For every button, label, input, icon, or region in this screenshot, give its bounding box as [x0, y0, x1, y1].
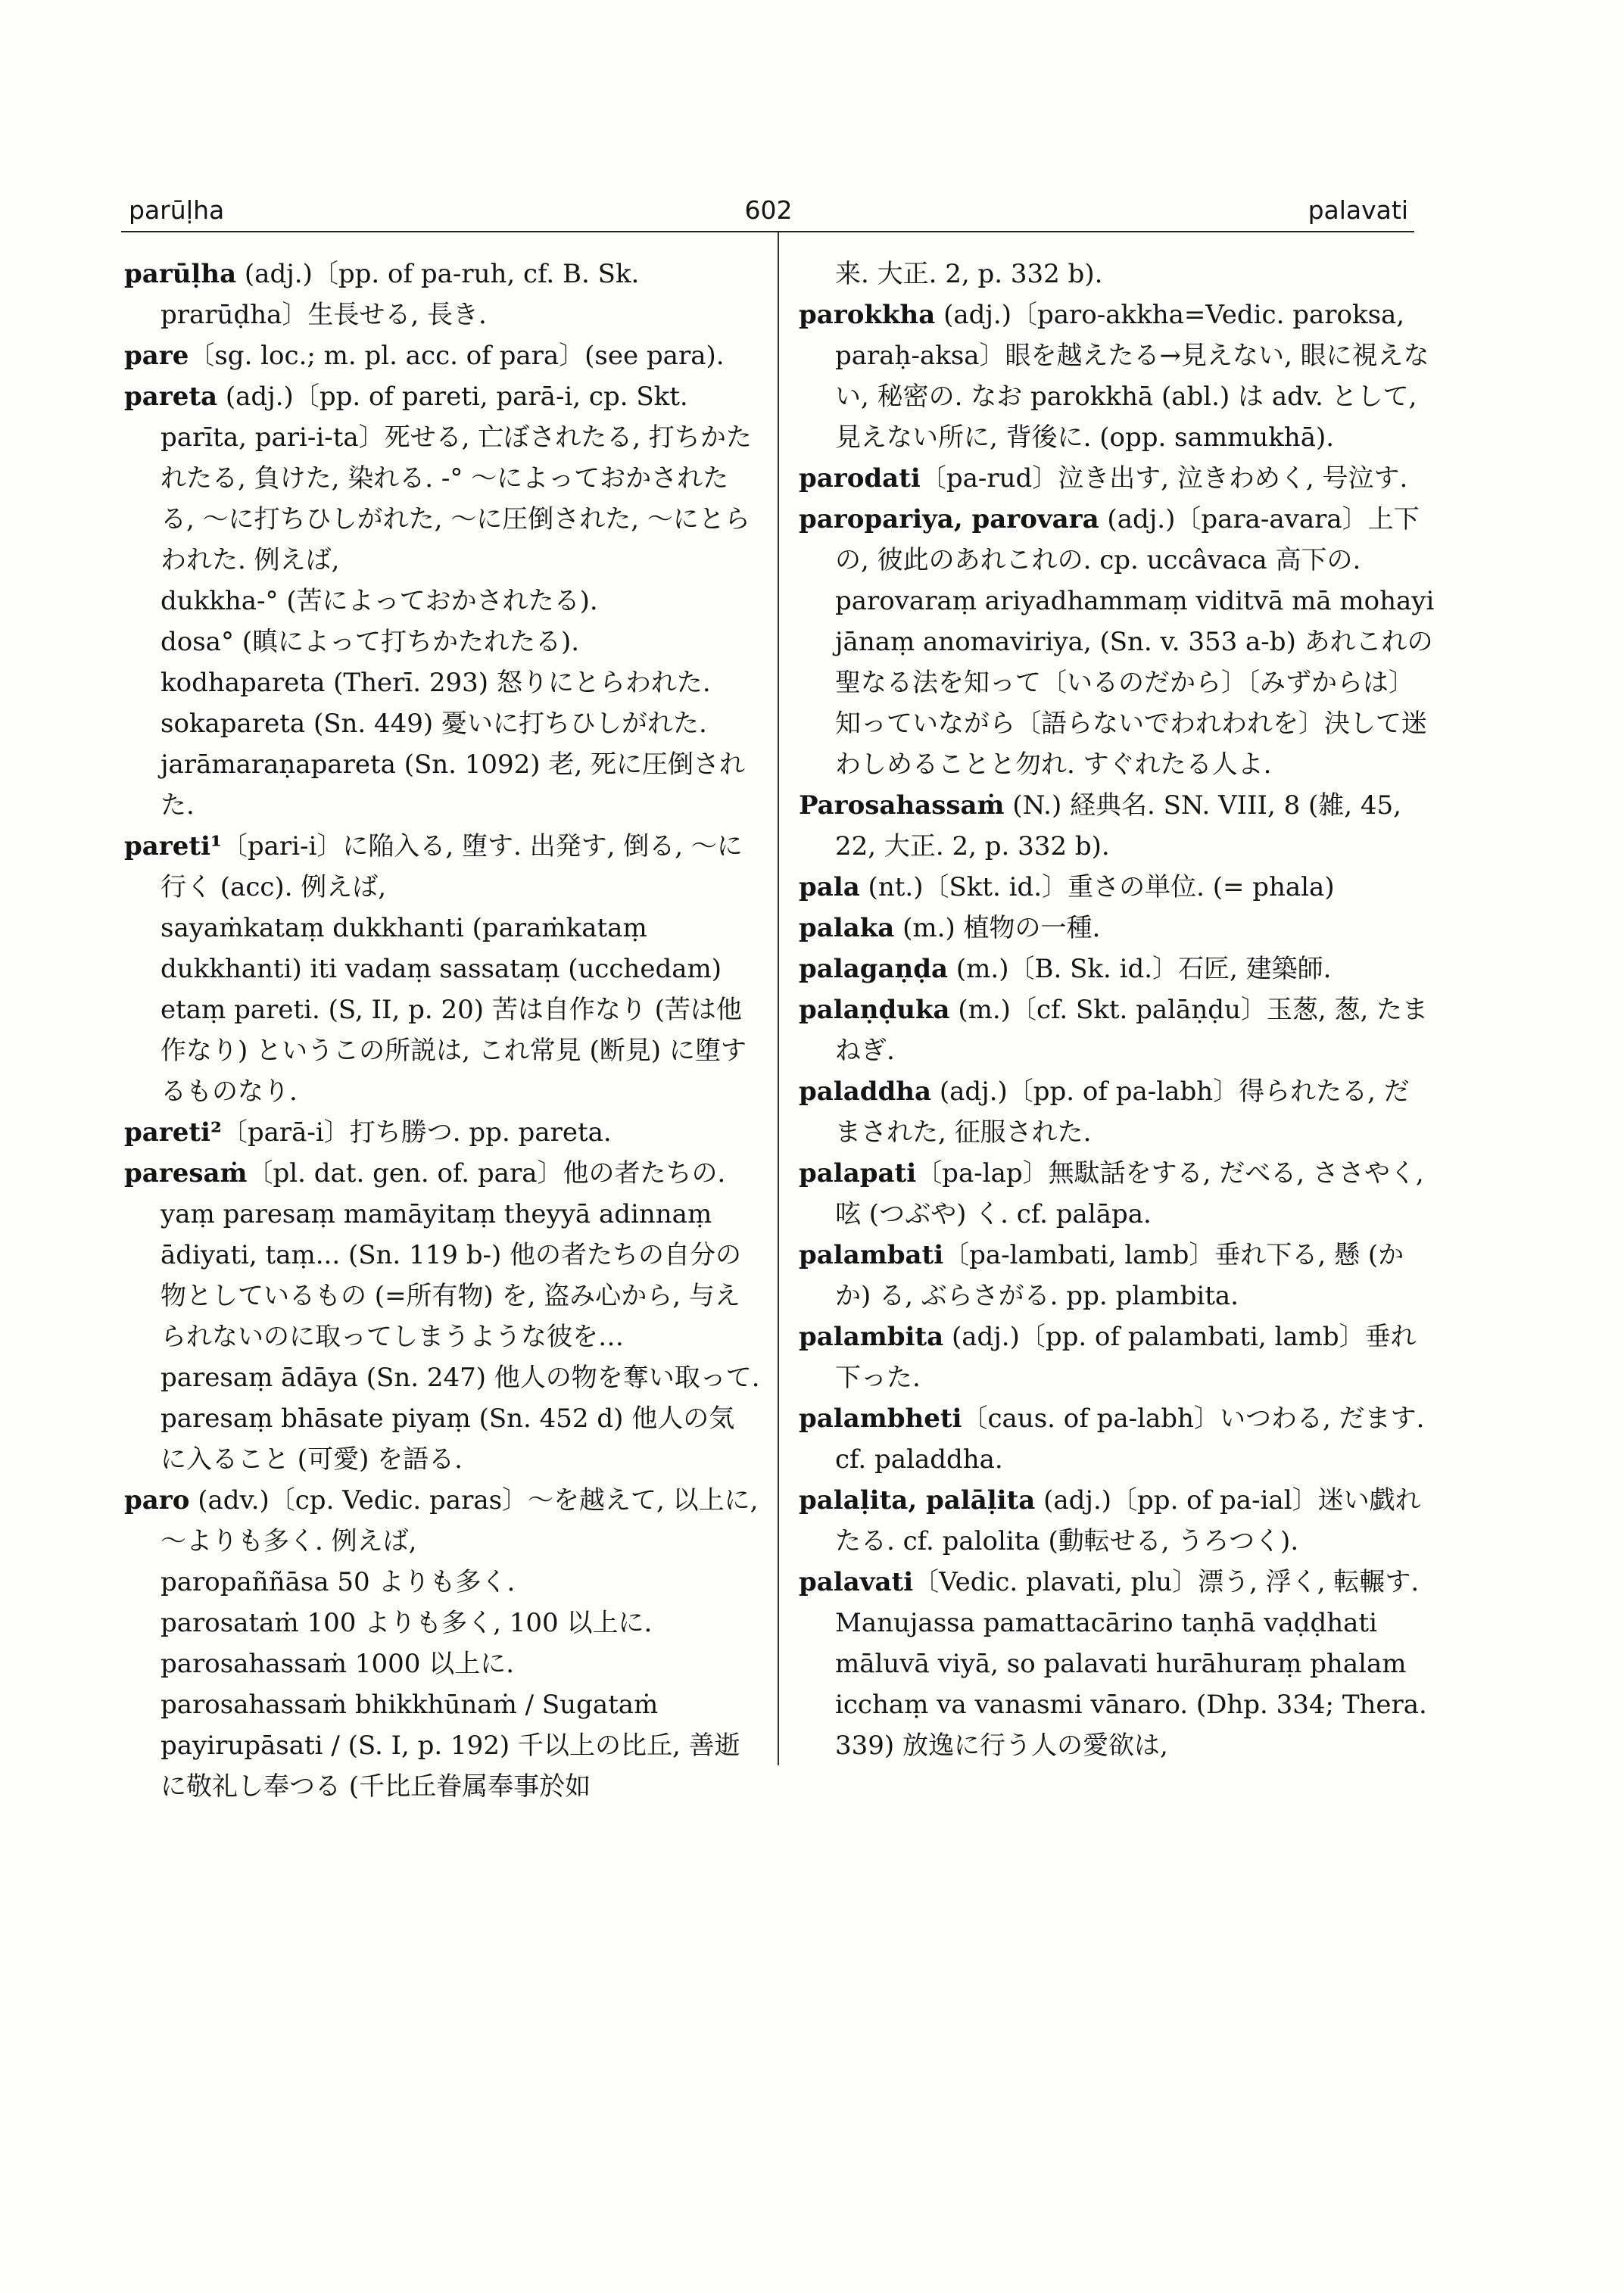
entry-definition: (adj.)〔pp. of pa-ial〕迷い戯れたる. cf. palolita (動転せる, うろつく).: [835, 1485, 1421, 1556]
dictionary-entry: [124, 254, 760, 335]
entry-definition: (nt.)〔Skt. id.〕重さの単位. (= phala): [859, 872, 1335, 902]
dictionary-entry: [799, 1071, 1435, 1153]
entry-headword: palaka: [799, 913, 895, 943]
entry-definition: 〔pl. dat. gen. of. para〕他の者たちの.: [247, 1158, 726, 1189]
usage-example: kodhapareta (Therī. 293) 怒りにとらわれた.: [161, 668, 711, 698]
dictionary-entry: [799, 1153, 1435, 1235]
left-column: [124, 254, 760, 1807]
usage-example: sokapareta (Sn. 449) 憂いに打ちひしがれた.: [161, 709, 707, 739]
entry-definition: (m.) 植物の一種.: [894, 913, 1101, 943]
entry-headword: palagaṇḍa: [799, 954, 949, 984]
usage-example: parosahassaṁ 1000 以上に.: [161, 1649, 515, 1679]
usage-example: sayaṁkataṃ dukkhanti (paraṁkataṃ dukkhanti) iti vadaṃ sassataṃ (ucchedam) etaṃ pareti. (S, II, p. 20) 苦は自作なり (苦は他作なり) というこの所説は, これ常見 (断見) に堕するものなり.: [161, 913, 747, 1107]
header-last-headword: palavati: [1308, 195, 1408, 225]
entry-definition: (adj.)〔pp. of pa-ruh, cf. B. Sk. prarūḍha〕生長せる, 長き.: [161, 259, 640, 330]
dictionary-entry: [799, 908, 1435, 949]
usage-example: paresaṃ ādāya (Sn. 247) 他人の物を奪い取って.: [161, 1363, 760, 1393]
usage-example: parovaraṃ ariyadhammaṃ viditvā mā mohayi jānaṃ anomaviriya, (Sn. v. 353 a-b) あれこれの聖なる法を知って〔いるのだから〕〔みずからは〕知っていながら〔語らないでわれわれを〕決して迷わしめることと勿れ. すぐれたる人よ.: [835, 586, 1435, 780]
dictionary-entry: [799, 294, 1435, 458]
entry-headword: palapati: [799, 1158, 917, 1189]
dictionary-entry: [799, 949, 1435, 989]
running-head: [129, 195, 1408, 235]
dictionary-entry: [124, 1112, 760, 1153]
entry-headword: pare: [124, 341, 189, 371]
usage-example: dosa° (瞋によって打ちかたれたる).: [161, 627, 580, 657]
entry-definition: (adv.)〔cp. Vedic. paras〕～を越えて, 以上に, ～よりも多く. 例えば,: [161, 1485, 759, 1556]
entry-headword: palambita: [799, 1322, 944, 1352]
dictionary-entry: [799, 867, 1435, 908]
entry-definition: (adj.)〔pp. of palambati, lamb〕垂れ下った.: [835, 1322, 1417, 1393]
dictionary-entry: [799, 1316, 1435, 1398]
entry-headword: pareti¹: [124, 831, 222, 861]
entry-definition: (adj.)〔paro-akkha=Vedic. paroksa, paraḥ-aksa〕眼を越えたる→見えない, 眼に視えない, 秘密の. なお parokkhā (abl.) は adv. として, 見えない所に, 背後に. (opp. sammukhā).: [835, 300, 1429, 453]
dictionary-entry: [799, 1562, 1435, 1603]
dictionary-entry: [799, 458, 1435, 499]
dictionary-entry: [124, 376, 760, 581]
entry-headword: pareta: [124, 382, 218, 412]
entry-headword: parodati: [799, 463, 921, 494]
usage-example: parosataṁ 100 よりも多く, 100 以上に.: [161, 1608, 653, 1638]
dictionary-entry: [799, 785, 1435, 867]
entry-definition: 〔pa-lap〕無駄話をする, だべる, ささやく, 呟 (つぶや) く. cf. palāpa.: [835, 1158, 1424, 1229]
right-column: [799, 254, 1435, 1766]
usage-example: dukkha-° (苦によっておかされたる).: [161, 586, 598, 616]
column-divider: [778, 232, 779, 1765]
dictionary-entry: [799, 499, 1435, 581]
usage-example: Manujassa pamattacārino taṇhā vaḍḍhati māluvā viyā, so palavati hurāhuraṃ phalam icchaṃ va vanasmi vānaro. (Dhp. 334; Thera. 339) 放逸に行う人の愛欲は,: [835, 1608, 1427, 1761]
dictionary-entry: [799, 1480, 1435, 1562]
dictionary-entry: [799, 1235, 1435, 1316]
entry-headword: palavati: [799, 1567, 914, 1597]
entry-headword: pala: [799, 872, 860, 902]
header-first-headword: parūḷha: [129, 195, 225, 225]
dictionary-entry: [124, 335, 760, 376]
entry-definition: 〔pa-rud〕泣き出す, 泣きわめく, 号泣す.: [920, 463, 1408, 494]
header-rule: [121, 231, 1414, 232]
entry-definition: 〔caus. of pa-labh〕いつわる, だます. cf. paladdha.: [835, 1404, 1425, 1475]
usage-example: jarāmaraṇapareta (Sn. 1092) 老, 死に圧倒された.: [161, 749, 745, 821]
entry-headword: pareti²: [124, 1117, 222, 1148]
entry-definition: 〔pari-i〕に陥入る, 堕す. 出発す, 倒る, ～に行く (acc). 例えば,: [161, 831, 743, 902]
entry-headword: parokkha: [799, 300, 936, 330]
entry-definition: (adj.)〔para-avara〕上下の, 彼此のあれこれの. cp. uccâvaca 高下の.: [835, 504, 1420, 575]
dictionary-entry: [799, 989, 1435, 1071]
entry-definition: (m.)〔cf. Skt. palāṇḍu〕玉葱, 葱, たまねぎ.: [835, 995, 1429, 1066]
entry-definition: (adj.)〔pp. of pareti, parā-i, cp. Skt. parīta, pari-i-ta〕死せる, 亡ぼされたる, 打ちかたれたる, 負けた, 染れる. -° ～によっておかされたる, ～に打ちひしがれた, ～に圧倒された, ～にとらわれた. 例えば,: [161, 382, 752, 575]
entry-headword: paropariya, parovara: [799, 504, 1099, 534]
dictionary-entry: [124, 826, 760, 908]
entry-headword: Parosahassaṁ: [799, 790, 1005, 821]
continued-text: 来. 大正. 2, p. 332 b).: [835, 259, 1103, 289]
entry-definition: 〔sg. loc.; m. pl. acc. of para〕(see para).: [189, 341, 725, 371]
page-number: 602: [744, 195, 793, 225]
entry-definition: (N.) 経典名. SN. VIII, 8 (雑, 45, 22, 大正. 2, p. 332 b).: [835, 790, 1401, 861]
dictionary-entry: [799, 1398, 1435, 1480]
usage-example: paropaññāsa 50 よりも多く.: [161, 1567, 516, 1597]
usage-example: parosahassaṁ bhikkhūnaṁ / Sugataṁ payirupāsati / (S. I, p. 192) 千以上の比丘, 善逝に敬礼し奉つる (千比丘眷属奉事於如: [161, 1690, 740, 1802]
entry-headword: paladdha: [799, 1076, 932, 1107]
entry-headword: paro: [124, 1485, 190, 1516]
entry-headword: paresaṁ: [124, 1158, 248, 1189]
entry-definition: 〔Vedic. plavati, plu〕漂う, 浮く, 転輾す.: [913, 1567, 1420, 1597]
dictionary-entry: [124, 1480, 760, 1562]
entry-headword: palambati: [799, 1240, 944, 1270]
entry-headword: palambheti: [799, 1404, 962, 1434]
entry-definition: (adj.)〔pp. of pa-labh〕得られたる, だまされた, 征服された.: [835, 1076, 1410, 1148]
entry-definition: 〔parā-i〕打ち勝つ. pp. pareta.: [221, 1117, 612, 1148]
usage-example: paresaṃ bhāsate piyaṃ (Sn. 452 d) 他人の気に入ること (可愛) を語る.: [161, 1404, 735, 1475]
dictionary-entry: [124, 1153, 760, 1194]
entry-definition: 〔pa-lambati, lamb〕垂れ下る, 懸 (かか) る, ぶらさがる. pp. plambita.: [835, 1240, 1404, 1311]
entry-headword: palaḷita, palāḷita: [799, 1485, 1036, 1516]
entry-headword: parūḷha: [124, 259, 237, 289]
entry-headword: palaṇḍuka: [799, 995, 950, 1025]
entry-definition: (m.)〔B. Sk. id.〕石匠, 建築師.: [948, 954, 1332, 984]
usage-example: yaṃ paresaṃ mamāyitaṃ theyyā adinnaṃ ādiyati, taṃ... (Sn. 119 b-) 他の者たちの自分の物としているもの (=所有物) を, 盗み心から, 与えられないのに取ってしまうような彼を…: [161, 1199, 742, 1352]
